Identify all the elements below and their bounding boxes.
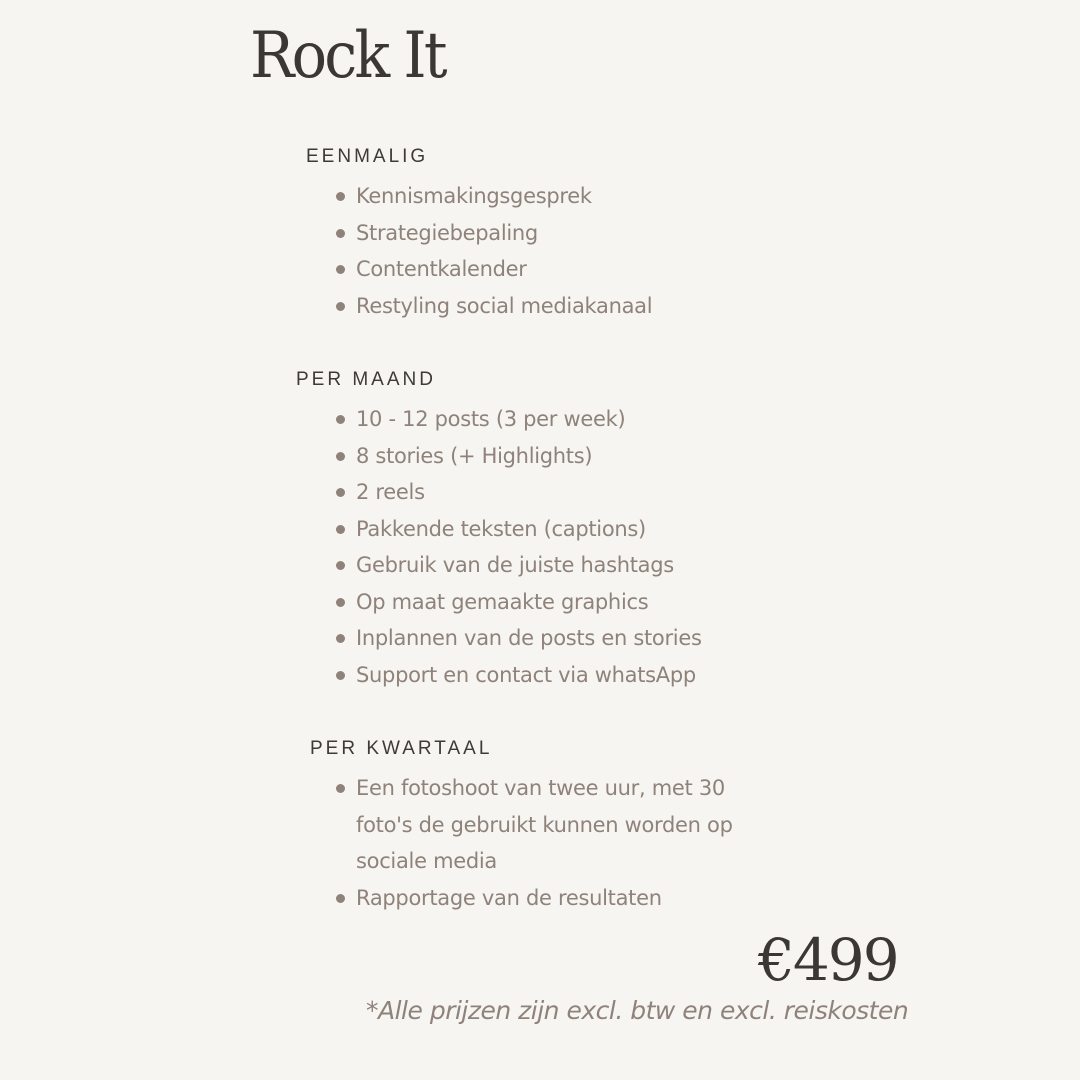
list-item: Kennismakingsgesprek (334, 178, 652, 215)
list-item: Rapportage van de resultaten (334, 880, 776, 917)
per-maand-list (334, 401, 702, 693)
list-item: Pakkende teksten (captions) (334, 511, 702, 548)
list-item: Een fotoshoot van twee uur, met 30 foto's de gebruikt kunnen worden op sociale media (334, 770, 776, 880)
list-item: 8 stories (+ Highlights) (334, 438, 702, 475)
section-heading-eenmalig: EENMALIG (306, 146, 429, 167)
list-item: Support en contact via whatsApp (334, 657, 702, 694)
list-item: 2 reels (334, 474, 702, 511)
list-item: Strategiebepaling (334, 215, 652, 252)
price: €499 (758, 926, 898, 994)
section-heading-per-maand: PER MAAND (296, 369, 436, 390)
list-item: 10 - 12 posts (3 per week) (334, 401, 702, 438)
list-item: Inplannen van de posts en stories (334, 620, 702, 657)
per-kwartaal-list (334, 770, 776, 916)
list-item: Op maat gemaakte graphics (334, 584, 702, 621)
list-item: Contentkalender (334, 251, 652, 288)
list-item: Gebruik van de juiste hashtags (334, 547, 702, 584)
footnote: *Alle prijzen zijn excl. btw en excl. reiskosten (366, 996, 909, 1025)
eenmalig-list (334, 178, 652, 324)
list-item: Restyling social mediakanaal (334, 288, 652, 325)
section-heading-per-kwartaal: PER KWARTAAL (310, 738, 493, 759)
page-title: Rock It (250, 19, 445, 93)
